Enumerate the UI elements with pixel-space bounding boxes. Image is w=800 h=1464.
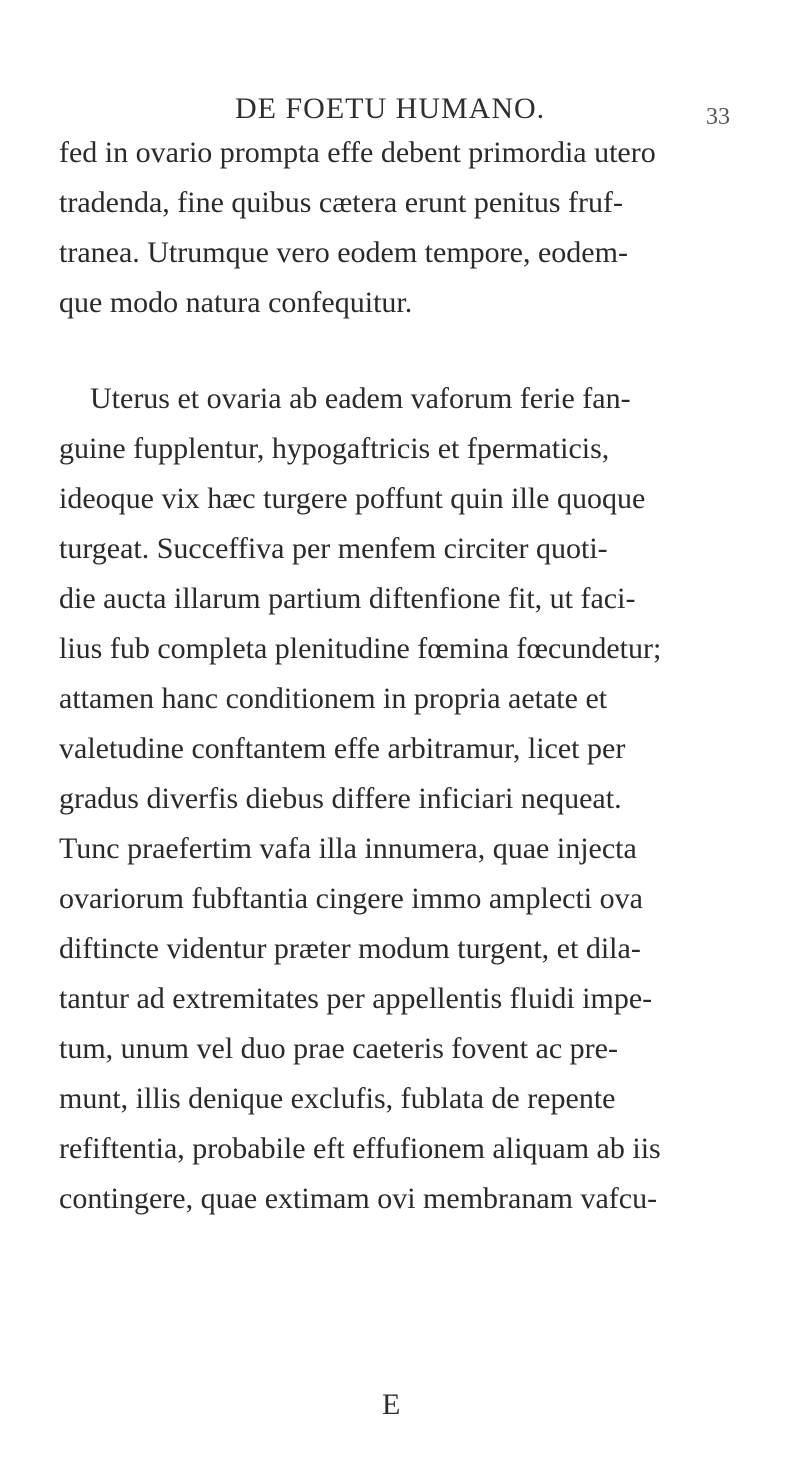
text-line: tranea. Utrumque vero eodem tempore, eodem- — [59, 236, 628, 269]
text-line: attamen hanc conditionem in propria aetate et — [59, 682, 608, 715]
text-line: tradenda, fine quibus cætera erunt penitus fruf- — [59, 186, 623, 219]
text-line: die aucta illarum partium diftenfione fit, ut faci- — [59, 582, 636, 615]
text-line: refiftentia, probabile eft effufionem aliquam ab iis — [59, 1132, 661, 1165]
text-line: ovariorum fubftantia cingere immo amplecti ova — [59, 882, 643, 915]
page-number: 33 — [706, 104, 730, 130]
text-line: turgeat. Succeffiva per menfem circiter quoti- — [59, 532, 608, 565]
signature-mark: E — [382, 1388, 401, 1421]
text-line: contingere, quae extimam ovi membranam vafcu- — [59, 1182, 658, 1215]
text-line: Uterus et ovaria ab eadem vaforum ferie fan- — [90, 382, 631, 415]
text-line: lius fub completa plenitudine fœmina fœcundetur; — [59, 632, 662, 665]
text-line: munt, illis denique exclufis, fublata de repente — [59, 1082, 616, 1115]
text-line: gradus diverfis diebus differe inficiari nequeat. — [59, 782, 622, 815]
text-line: tum, unum vel duo prae caeteris fovent ac pre- — [59, 1032, 618, 1065]
text-line: tantur ad extremitates per appellentis fluidi impe- — [59, 982, 653, 1015]
text-line: fed in ovario prompta effe debent primordia utero — [59, 136, 656, 169]
running-head: DE FOETU HUMANO. — [235, 92, 546, 125]
text-line: ideoque vix hæc turgere poffunt quin ille quoque — [59, 482, 646, 515]
text-line: valetudine conftantem effe arbitramur, licet per — [59, 732, 626, 765]
text-line: diftincte videntur præter modum turgent, et dila- — [59, 932, 641, 965]
text-line: guine fupplentur, hypogaftricis et fpermaticis, — [59, 432, 610, 465]
text-line: que modo natura confequitur. — [59, 286, 413, 319]
text-line: Tunc praefertim vafa illa innumera, quae injecta — [59, 832, 637, 865]
